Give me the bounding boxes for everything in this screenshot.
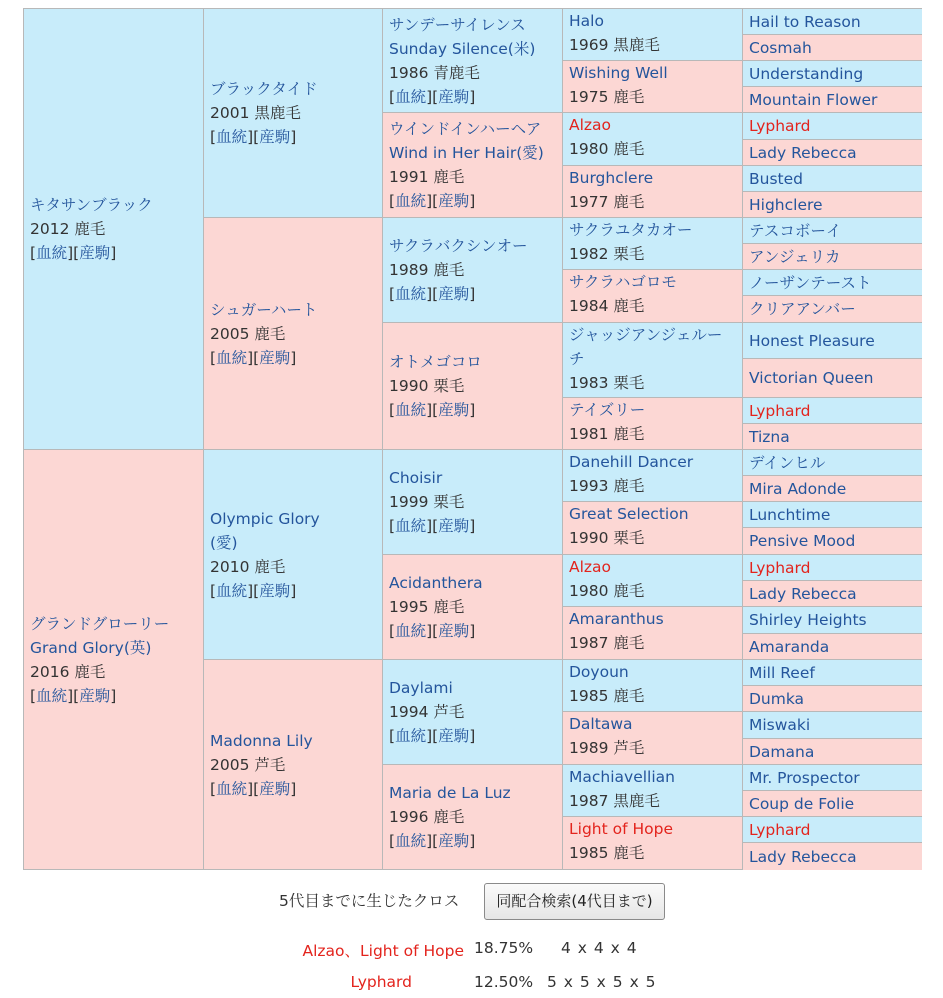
pedigree-cell-g3 [383, 323, 563, 450]
bloodline-link[interactable]: 血統 [216, 779, 248, 798]
cross-generations: 4 x 4 x 4 [561, 939, 638, 957]
pedigree-links [30, 684, 197, 708]
birth-year-coat: 1975 鹿毛 [569, 88, 645, 106]
bracket-close: ] [290, 128, 297, 146]
horse-name[interactable]: Wishing Well [569, 64, 668, 82]
horse-name[interactable]: シュガーハート [210, 300, 318, 319]
horse-name[interactable]: Halo [569, 12, 604, 30]
pedigree-cell-g4 [563, 712, 743, 765]
birth-year-coat: 1993 鹿毛 [569, 477, 645, 495]
pedigree-cell-g4 [563, 9, 743, 61]
bracket-close: ] [469, 517, 476, 535]
bracket-open: [ [389, 401, 396, 419]
horse-name[interactable]: Highclere [749, 195, 823, 214]
pedigree-cell-g3 [383, 9, 563, 113]
pedigree-cell-g4 [563, 398, 743, 450]
bracket-open: [ [210, 128, 217, 146]
horse-name-alt[interactable]: (愛) [210, 533, 238, 552]
bracket-close: ] [469, 622, 476, 640]
progeny-link[interactable]: 産駒 [438, 192, 470, 210]
progeny-link[interactable]: 産駒 [438, 285, 470, 303]
horse-name[interactable]: アンジェリカ [749, 247, 841, 266]
pedigree-table [23, 8, 922, 870]
bracket-open: [ [389, 622, 396, 640]
horse-name[interactable]: サクラバクシンオー [389, 237, 528, 255]
birth-year-coat: 1985 鹿毛 [569, 844, 645, 862]
horse-name[interactable]: Lyphard [749, 401, 811, 420]
horse-name[interactable]: ブラックタイド [210, 80, 318, 98]
horse-name-alt[interactable]: Wind in Her Hair(愛) [389, 144, 544, 162]
progeny-link[interactable]: 産駒 [259, 779, 291, 798]
pedigree-cell-g5 [743, 270, 922, 296]
bracket-mid: ][ [426, 285, 439, 303]
bracket-open: [ [30, 686, 37, 705]
pedigree-cell-g5 [743, 113, 922, 140]
bracket-mid: ][ [426, 727, 439, 745]
horse-name[interactable]: デインヒル [749, 453, 826, 472]
bloodline-link[interactable]: 血統 [395, 401, 427, 419]
bracket-close: ] [290, 779, 297, 798]
horse-name[interactable]: Understanding [749, 64, 864, 83]
progeny-link[interactable]: 産駒 [438, 832, 470, 850]
bracket-mid: ][ [247, 581, 260, 600]
pedigree-links [389, 514, 556, 538]
horse-name[interactable]: Amaranthus [569, 610, 664, 628]
horse-name-alt[interactable]: チ [569, 350, 585, 368]
birth-year-coat: 1986 青鹿毛 [389, 63, 480, 82]
horse-name[interactable]: Madonna Lily [210, 731, 313, 750]
birth-year-coat: 1982 栗毛 [569, 245, 645, 263]
bracket-open: [ [389, 87, 396, 106]
birth-year-coat: 1991 鹿毛 [389, 168, 465, 186]
bracket-open: [ [210, 348, 217, 367]
birth-year-coat: 1999 栗毛 [389, 493, 465, 511]
horse-name[interactable]: Burghclere [569, 169, 654, 187]
bracket-mid: ][ [426, 401, 439, 419]
bloodline-link[interactable]: 血統 [36, 244, 68, 262]
horse-name[interactable]: グランドグローリー [30, 614, 170, 633]
pedigree-cell-g4 [563, 323, 743, 398]
birth-year-coat: 1987 鹿毛 [569, 634, 645, 652]
pedigree-cell-g5 [743, 359, 922, 398]
bloodline-link[interactable]: 血統 [395, 87, 427, 106]
bracket-open: [ [389, 727, 396, 745]
horse-name[interactable]: Daltawa [569, 715, 633, 733]
same-mating-search-button[interactable]: 同配合検索(4代目まで) [484, 883, 665, 920]
birth-year-coat: 1984 鹿毛 [569, 297, 645, 315]
progeny-link[interactable]: 産駒 [79, 686, 111, 705]
horse-name-alt[interactable]: Sunday Silence(米) [389, 39, 536, 58]
bracket-close: ] [469, 192, 476, 210]
horse-name[interactable]: Maria de La Luz [389, 784, 511, 802]
horse-name[interactable]: サンデーサイレンス [389, 15, 526, 34]
horse-name[interactable]: Lyphard [749, 117, 811, 135]
bloodline-link[interactable]: 血統 [395, 832, 427, 850]
birth-year-coat: 1990 栗毛 [389, 377, 465, 395]
pedigree-cell-g5 [743, 218, 922, 244]
bracket-open: [ [210, 779, 217, 798]
pedigree-cell-g4 [563, 450, 743, 502]
pedigree-cell-g5 [743, 634, 922, 660]
bracket-close: ] [469, 87, 476, 106]
pedigree-cell-g5 [743, 843, 922, 870]
horse-name[interactable]: Alzao [569, 116, 612, 134]
pedigree-cell-g5 [743, 450, 922, 476]
cross-percent: 12.50% [474, 973, 534, 991]
birth-year-coat: 1980 鹿毛 [569, 582, 645, 600]
pedigree-cell-g2 [204, 9, 383, 218]
birth-year-coat: 1985 鹿毛 [569, 687, 645, 705]
pedigree-cell-g3 [383, 765, 563, 870]
pedigree-cell-g2 [204, 218, 383, 450]
bracket-open: [ [389, 832, 396, 850]
bloodline-link[interactable]: 血統 [216, 348, 248, 367]
cross-label: 5代目までに生じたクロス [279, 892, 460, 910]
pedigree-links [389, 829, 556, 853]
pedigree-cell-g4 [563, 113, 743, 166]
pedigree-cell-g5 [743, 166, 922, 192]
cross-percent: 18.75% [474, 939, 534, 957]
progeny-link[interactable]: 産駒 [438, 622, 470, 640]
bracket-open: [ [389, 192, 396, 210]
bracket-mid: ][ [247, 348, 260, 367]
horse-name[interactable]: オトメゴコロ [389, 353, 482, 371]
bloodline-link[interactable]: 血統 [216, 581, 248, 600]
horse-name[interactable]: Great Selection [569, 505, 689, 523]
pedigree-links [389, 189, 556, 213]
horse-name[interactable]: Mountain Flower [749, 90, 878, 109]
horse-name[interactable]: Light of Hope [569, 820, 673, 838]
birth-year-coat: 1995 鹿毛 [389, 598, 465, 616]
birth-year-coat: 2005 鹿毛 [210, 324, 286, 343]
pedigree-cell-g4 [563, 61, 743, 113]
cross-horse-names[interactable]: Alzao、Light of Hope [302, 942, 464, 960]
birth-year-coat: 1996 鹿毛 [389, 808, 465, 826]
pedigree-cell-g3 [383, 113, 563, 218]
pedigree-cell-g4 [563, 817, 743, 870]
bracket-close: ] [110, 686, 117, 705]
pedigree-links [210, 125, 376, 149]
pedigree-cell-g3 [383, 218, 563, 323]
bracket-mid: ][ [426, 87, 439, 106]
bracket-close: ] [469, 401, 476, 419]
pedigree-cell-g5 [743, 323, 922, 359]
bracket-open: [ [210, 581, 217, 600]
pedigree-cell-g5 [743, 712, 922, 739]
progeny-link[interactable]: 産駒 [438, 87, 470, 106]
progeny-link[interactable]: 産駒 [259, 128, 291, 146]
pedigree-cell-g4 [563, 502, 743, 555]
pedigree-cell-g5 [743, 398, 922, 424]
birth-year-coat: 2016 鹿毛 [30, 662, 106, 681]
bracket-open: [ [389, 285, 396, 303]
pedigree-cell-g5 [743, 686, 922, 712]
birth-year-coat: 1990 栗毛 [569, 529, 645, 547]
horse-name[interactable]: Amaranda [749, 637, 830, 656]
bracket-close: ] [110, 244, 117, 262]
birth-year-coat: 1987 黒鹿毛 [569, 792, 660, 810]
bracket-mid: ][ [67, 686, 80, 705]
bracket-mid: ][ [247, 779, 260, 798]
pedigree-cell-g5 [743, 817, 922, 843]
pedigree-cell-g5 [743, 476, 922, 502]
horse-name[interactable]: Choisir [389, 469, 443, 487]
progeny-link[interactable]: 産駒 [438, 517, 470, 535]
pedigree-cell-g5 [743, 660, 922, 686]
horse-name[interactable]: Lady Rebecca [749, 584, 857, 603]
pedigree-cell-g5 [743, 528, 922, 555]
birth-year-coat: 1980 鹿毛 [569, 140, 645, 158]
bracket-mid: ][ [426, 517, 439, 535]
pedigree-cell-g5 [743, 502, 922, 528]
progeny-link[interactable]: 産駒 [438, 727, 470, 745]
horse-name[interactable]: Busted [749, 169, 803, 188]
birth-year-coat: 1989 芦毛 [569, 739, 645, 757]
horse-name[interactable]: Lady Rebecca [749, 847, 857, 866]
bloodline-link[interactable]: 血統 [395, 727, 427, 745]
pedigree-cell-g5 [743, 61, 922, 87]
bracket-close: ] [469, 832, 476, 850]
horse-name[interactable]: クリアアンバー [749, 300, 856, 318]
horse-name[interactable]: キタサンブラック [30, 196, 153, 214]
pedigree-cell-g5 [743, 87, 922, 113]
bracket-mid: ][ [426, 832, 439, 850]
horse-name[interactable]: Coup de Folie [749, 794, 855, 813]
birth-year-coat: 1977 鹿毛 [569, 193, 645, 211]
pedigree-links [389, 619, 556, 643]
pedigree-links [210, 346, 376, 370]
horse-name[interactable]: Dumka [749, 689, 805, 708]
pedigree-cell-g5 [743, 244, 922, 270]
horse-name[interactable]: テイズリー [569, 401, 646, 419]
pedigree-links [389, 724, 556, 748]
pedigree-cell-g4 [563, 166, 743, 218]
bracket-mid: ][ [426, 622, 439, 640]
horse-name[interactable]: Olympic Glory [210, 509, 320, 528]
horse-name[interactable]: Mill Reef [749, 663, 815, 682]
birth-year-coat: 2012 鹿毛 [30, 220, 106, 238]
horse-name[interactable]: Hail to Reason [749, 12, 861, 31]
pedigree-cell-g1 [24, 450, 204, 870]
horse-name[interactable]: ウインドインハーヘア [389, 120, 542, 138]
pedigree-cell-g2 [204, 660, 383, 870]
horse-name[interactable]: Tizna [749, 427, 790, 446]
pedigree-cell-g3 [383, 555, 563, 660]
pedigree-links [210, 579, 376, 603]
birth-year-coat: 2001 黒鹿毛 [210, 104, 301, 122]
pedigree-cell-g3 [383, 660, 563, 765]
pedigree-cell-g5 [743, 424, 922, 450]
pedigree-cell-g5 [743, 296, 922, 323]
horse-name[interactable]: Mr. Prospector [749, 768, 860, 787]
progeny-link[interactable]: 産駒 [438, 401, 470, 419]
birth-year-coat: 1983 栗毛 [569, 374, 645, 392]
pedigree-cell-g4 [563, 765, 743, 817]
progeny-link[interactable]: 産駒 [259, 581, 291, 600]
birth-year-coat: 1969 黒鹿毛 [569, 36, 660, 54]
pedigree-cell-g5 [743, 9, 922, 35]
pedigree-cell-g4 [563, 270, 743, 323]
pedigree-cell-g4 [563, 660, 743, 712]
pedigree-cell-g2 [204, 450, 383, 660]
horse-name[interactable]: ジャッジアンジェルー [569, 326, 723, 344]
pedigree-cell-g5 [743, 739, 922, 765]
cross-horse-names[interactable]: Lyphard [350, 973, 412, 991]
pedigree-cell-g4 [563, 218, 743, 270]
bloodline-link[interactable]: 血統 [36, 686, 68, 705]
pedigree-links [210, 777, 376, 801]
birth-year-coat: 2005 芦毛 [210, 755, 286, 774]
pedigree-cell-g5 [743, 607, 922, 634]
pedigree-cell-g4 [563, 607, 743, 660]
bloodline-link[interactable]: 血統 [395, 517, 427, 535]
horse-name[interactable]: Doyoun [569, 663, 629, 681]
horse-name[interactable]: Acidanthera [389, 574, 483, 592]
pedigree-cell-g5 [743, 192, 922, 218]
pedigree-cell-g4 [563, 555, 743, 607]
bracket-mid: ][ [67, 244, 80, 262]
bracket-open: [ [30, 244, 37, 262]
cross-generations: 5 x 5 x 5 x 5 [547, 973, 657, 991]
horse-name[interactable]: Shirley Heights [749, 611, 867, 629]
birth-year-coat: 1989 鹿毛 [389, 261, 465, 279]
bracket-close: ] [469, 285, 476, 303]
pedigree-links [389, 85, 556, 109]
birth-year-coat: 1981 鹿毛 [569, 425, 645, 443]
horse-name-alt[interactable]: Grand Glory(英) [30, 638, 152, 657]
horse-name[interactable]: Mira Adonde [749, 479, 847, 498]
pedigree-cell-g5 [743, 35, 922, 61]
pedigree-links [30, 241, 197, 265]
bracket-mid: ][ [426, 192, 439, 210]
bracket-mid: ][ [247, 128, 260, 146]
pedigree-cell-g1 [24, 9, 204, 450]
pedigree-cell-g5 [743, 791, 922, 817]
pedigree-cell-g5 [743, 140, 922, 166]
horse-name[interactable]: Machiavellian [569, 768, 675, 786]
horse-name[interactable]: Honest Pleasure [749, 331, 875, 350]
pedigree-cell-g5 [743, 765, 922, 791]
horse-name[interactable]: Pensive Mood [749, 532, 856, 550]
bracket-open: [ [389, 517, 396, 535]
horse-name[interactable]: Danehill Dancer [569, 453, 694, 471]
horse-name[interactable]: Damana [749, 742, 815, 761]
horse-name[interactable]: Lady Rebecca [749, 143, 857, 162]
pedigree-links [389, 398, 556, 422]
progeny-link[interactable]: 産駒 [259, 348, 291, 367]
progeny-link[interactable]: 産駒 [79, 244, 111, 262]
horse-name[interactable]: Victorian Queen [749, 369, 874, 387]
pedigree-cell-g3 [383, 450, 563, 555]
horse-name[interactable]: テスコボーイ [749, 221, 842, 240]
horse-name[interactable]: Cosmah [749, 38, 812, 57]
bracket-close: ] [290, 348, 297, 367]
horse-name[interactable]: Lunchtime [749, 505, 831, 524]
horse-name[interactable]: サクラハゴロモ [569, 273, 677, 291]
horse-name[interactable]: Lyphard [749, 558, 811, 577]
horse-name[interactable]: サクラユタカオー [569, 221, 693, 239]
pedigree-cell-g5 [743, 555, 922, 581]
pedigree-links [389, 282, 556, 306]
horse-name[interactable]: ノーザンテースト [749, 273, 872, 292]
horse-name[interactable]: Miswaki [749, 716, 811, 734]
bracket-close: ] [469, 727, 476, 745]
birth-year-coat: 2010 鹿毛 [210, 557, 286, 576]
horse-name[interactable]: Alzao [569, 558, 612, 576]
bloodline-link[interactable]: 血統 [395, 622, 427, 640]
horse-name[interactable]: Lyphard [749, 820, 811, 839]
horse-name[interactable]: Daylami [389, 679, 453, 697]
bloodline-link[interactable]: 血統 [216, 128, 248, 146]
birth-year-coat: 1994 芦毛 [389, 703, 465, 721]
pedigree-cell-g5 [743, 581, 922, 607]
bloodline-link[interactable]: 血統 [395, 192, 427, 210]
bracket-close: ] [290, 581, 297, 600]
bloodline-link[interactable]: 血統 [395, 285, 427, 303]
